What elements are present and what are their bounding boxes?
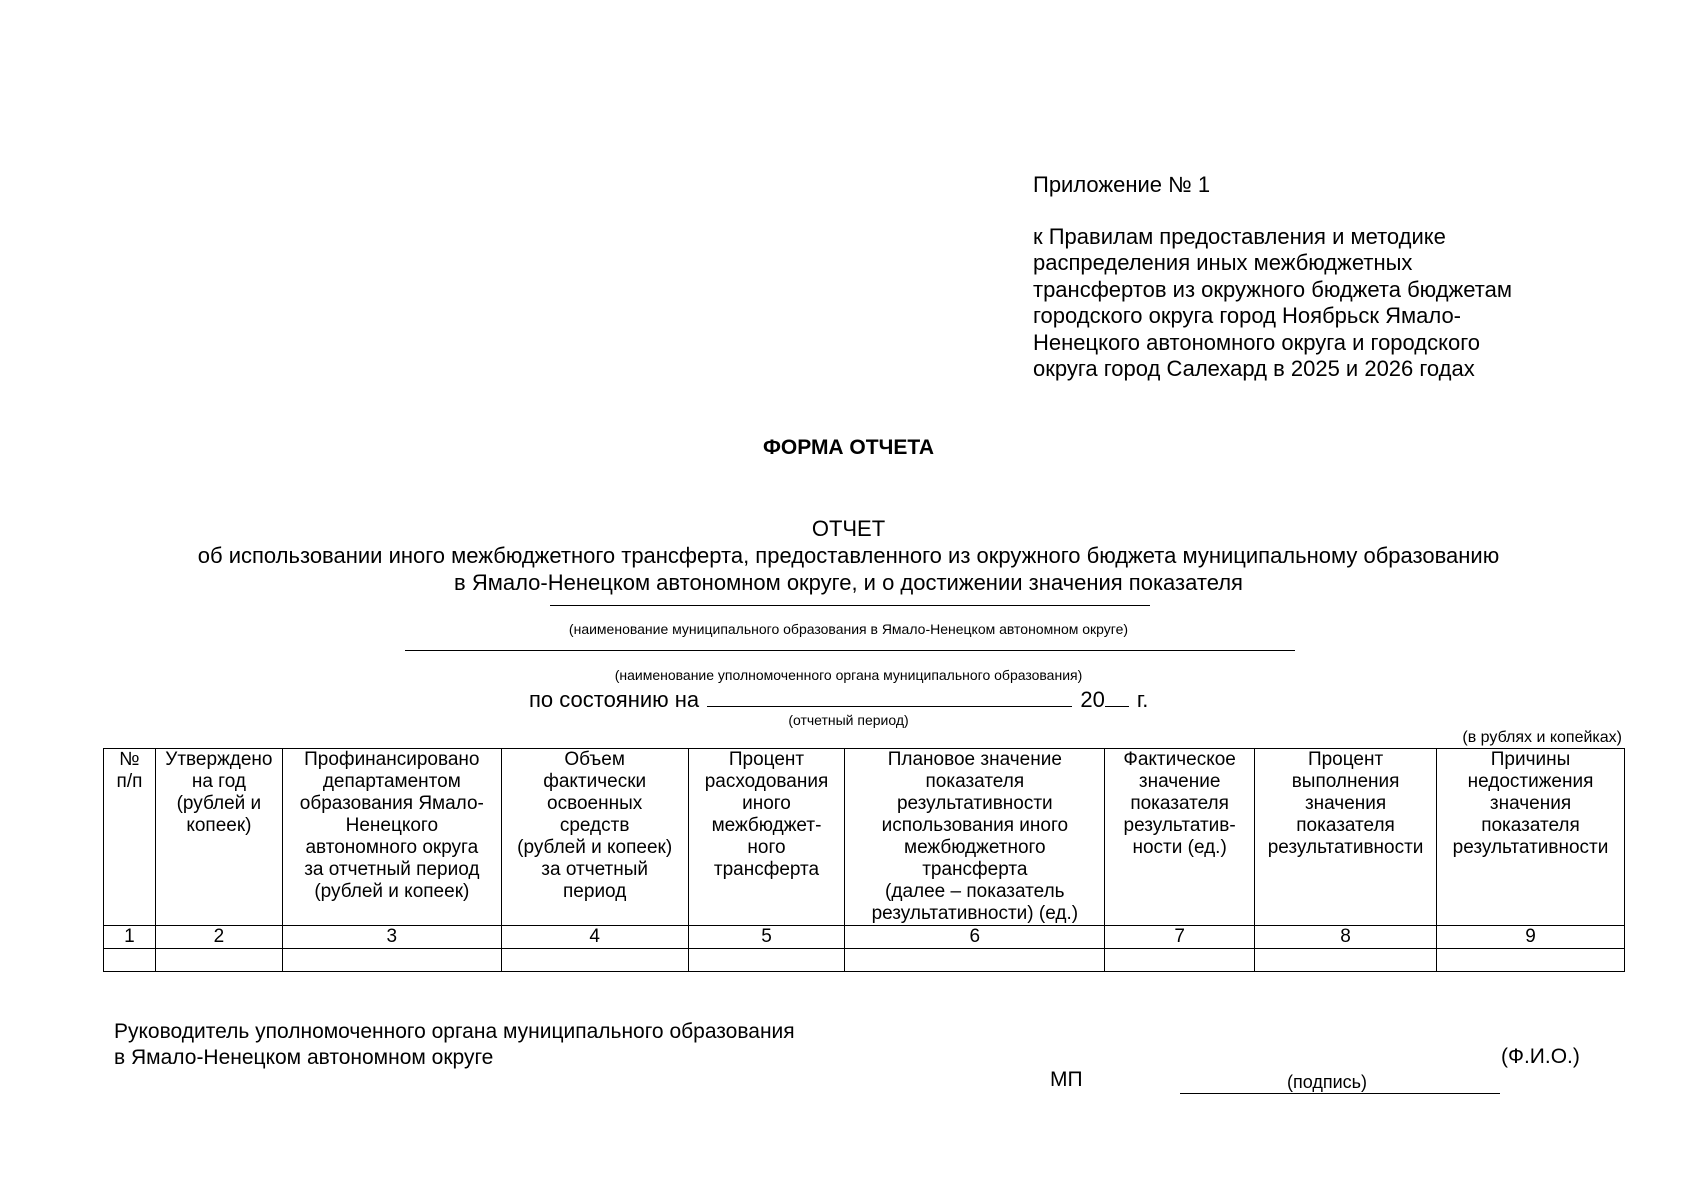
form-title: ФОРМА ОТЧЕТА bbox=[762, 436, 935, 459]
empty-cell bbox=[282, 949, 501, 972]
stamp-label: МП bbox=[1050, 1068, 1083, 1091]
header-text: Причины недостижения значения показателя результативности bbox=[1452, 749, 1609, 858]
header-text: Утверждено на год (рублей и копеек) bbox=[165, 749, 273, 836]
empty-cell bbox=[845, 949, 1105, 972]
empty-cell bbox=[501, 949, 688, 972]
header-text: № п/п bbox=[116, 749, 143, 792]
report-subtitle bbox=[0, 542, 1697, 596]
column-number: 8 bbox=[1255, 926, 1437, 949]
column-number: 6 bbox=[845, 926, 1105, 949]
date-blank bbox=[707, 686, 1072, 707]
empty-cell bbox=[1105, 949, 1255, 972]
empty-cell bbox=[1255, 949, 1437, 972]
signer-line: в Ямало-Ненецком автономном округе bbox=[114, 1046, 494, 1069]
column-number: 9 bbox=[1437, 926, 1625, 949]
header-cell bbox=[282, 749, 501, 926]
column-number-row bbox=[104, 926, 1625, 949]
header-cell bbox=[688, 749, 845, 926]
header-text: Профинансировано департаментом образования Ямало- Ненецкого автономного округа за отчетный период (рублей и копеек) bbox=[299, 749, 484, 902]
column-number: 1 bbox=[104, 926, 156, 949]
appendix-line: Ненецкого автономного округа и городского bbox=[1033, 329, 1481, 355]
appendix-line: распределения иных межбюджетных bbox=[1033, 250, 1413, 275]
authority-caption: (наименование уполномоченного органа муниципального образования) bbox=[614, 667, 1083, 683]
report-subtitle-line: в Ямало-Ненецком автономном округе, и о достижении значения показателя bbox=[454, 570, 1243, 595]
year-blank bbox=[1105, 686, 1129, 707]
as-of-line bbox=[529, 686, 1148, 713]
column-number: 4 bbox=[501, 926, 688, 949]
column-number: 7 bbox=[1105, 926, 1255, 949]
empty-cell bbox=[155, 949, 282, 972]
report-title: ОТЧЕТ bbox=[811, 516, 886, 541]
header-cell bbox=[1255, 749, 1437, 926]
report-subtitle-line: об использовании иного межбюджетного трансферта, предоставленного из окружного бюджета муниципальному образованию bbox=[197, 543, 1500, 568]
column-number: 2 bbox=[155, 926, 282, 949]
empty-cell bbox=[1437, 949, 1625, 972]
appendix-line: трансфертов из окружного бюджета бюджетам bbox=[1033, 276, 1512, 302]
appendix-line: к Правилам предоставления и методике bbox=[1033, 223, 1446, 249]
header-cell bbox=[155, 749, 282, 926]
signer-line: Руководитель уполномоченного органа муниципального образования bbox=[114, 1020, 795, 1043]
header-text: Объем фактически освоенных средств (рублей и копеек) за отчетный период bbox=[517, 749, 673, 902]
column-number: 5 bbox=[688, 926, 845, 949]
signer-block bbox=[114, 1019, 795, 1071]
signature-caption: (подпись) bbox=[1287, 1072, 1368, 1092]
appendix-block bbox=[1033, 172, 1673, 383]
column-number: 3 bbox=[282, 926, 501, 949]
year-suffix: г. bbox=[1136, 687, 1149, 712]
municipality-blank-line bbox=[550, 605, 1150, 606]
appendix-line: округа город Салехард в 2025 и 2026 годах bbox=[1033, 356, 1475, 381]
header-cell bbox=[1437, 749, 1625, 926]
header-text: Процент расходования иного межбюджет- ного трансферта bbox=[704, 749, 829, 880]
authority-blank-line bbox=[405, 650, 1295, 651]
period-caption: (отчетный период) bbox=[788, 712, 909, 728]
year-prefix: 20 bbox=[1080, 687, 1105, 712]
header-cell bbox=[501, 749, 688, 926]
appendix-number: Приложение № 1 bbox=[1033, 172, 1211, 197]
header-cell bbox=[845, 749, 1105, 926]
header-text: Процент выполнения значения показателя результативности bbox=[1267, 749, 1424, 858]
fio-label: (Ф.И.О.) bbox=[1501, 1045, 1580, 1068]
report-table bbox=[103, 748, 1625, 972]
header-text: Плановое значение показателя результативности использования иного межбюджетного трансферта (далее – показатель результативности) (ед.) bbox=[871, 749, 1079, 924]
municipality-caption: (наименование муниципального образования в Ямало-Ненецком автономном округе) bbox=[568, 621, 1129, 637]
table-row bbox=[104, 949, 1625, 972]
header-text: Фактическое значение показателя результатив- ности (ед.) bbox=[1123, 749, 1236, 858]
as-of-label: по состоянию на bbox=[529, 687, 700, 712]
appendix-line: городского округа город Ноябрьск Ямало- bbox=[1033, 303, 1462, 328]
empty-cell bbox=[688, 949, 845, 972]
units-note: (в рублях и копейках) bbox=[1462, 729, 1622, 746]
header-cell bbox=[104, 749, 156, 926]
empty-cell bbox=[104, 949, 156, 972]
header-cell bbox=[1105, 749, 1255, 926]
